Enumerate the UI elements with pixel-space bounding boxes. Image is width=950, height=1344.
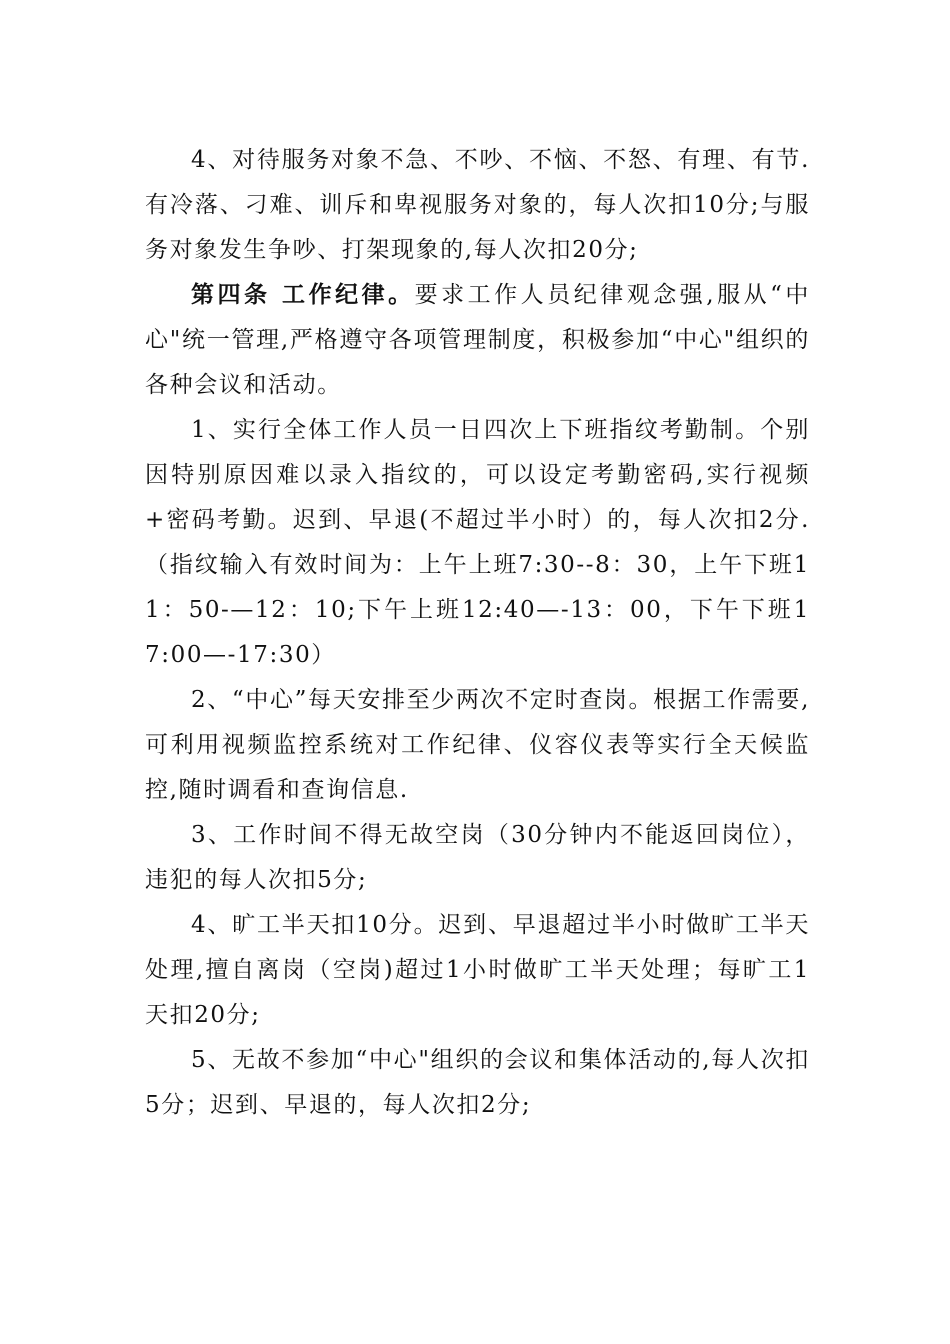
paragraph-service-attitude (145, 138, 810, 273)
paragraph-text: 4、对待服务对象不急、不吵、不恼、不怒、有理、有节.有冷落、刁难、训斥和卑视服务对象的，每人次扣10分;与服务对象发生争吵、打架现象的,每人次扣20分; (145, 147, 810, 263)
paragraph-fingerprint-attendance (145, 408, 810, 678)
paragraph-truancy (145, 903, 810, 1038)
paragraph-article-four (145, 273, 810, 408)
paragraph-text: 1、实行全体工作人员一日四次上下班指纹考勤制。个别因特别原因难以录入指纹的，可以设定考勤密码,实行视频+密码考勤。迟到、早退(不超过半小时）的，每人次扣2分.（指纹输入有效时间为：上午上班7:30--8：30，上午下班11：50-—12：10;下午上班12:40—-13：00，下午下班17:00—-17:30） (145, 417, 810, 668)
paragraph-absent-post (145, 813, 810, 903)
paragraph-text: 要求工作人员纪律观念强,服从“中心"统一管理,严格遵守各项管理制度，积极参加“中心"组织的各种会议和活动。 (145, 282, 810, 398)
paragraph-text: 2、“中心”每天安排至少两次不定时查岗。根据工作需要,可利用视频监控系统对工作纪律、仪容仪表等实行全天候监控,随时调看和查询信息. (145, 687, 810, 803)
paragraph-text: 3、工作时间不得无故空岗（30分钟内不能返回岗位），违犯的每人次扣5分; (145, 822, 810, 893)
paragraph-text: 5、无故不参加“中心"组织的会议和集体活动的,每人次扣5分；迟到、早退的，每人次扣2分; (145, 1047, 810, 1118)
article-heading: 第四条 工作纪律。 (191, 282, 415, 308)
paragraph-meetings (145, 1038, 810, 1128)
paragraph-spot-check (145, 678, 810, 813)
paragraph-text: 4、旷工半天扣10分。迟到、早退超过半小时做旷工半天处理,擅自离岗（空岗)超过1小时做旷工半天处理；每旷工1天扣20分; (145, 912, 810, 1028)
document-page (145, 138, 810, 1128)
